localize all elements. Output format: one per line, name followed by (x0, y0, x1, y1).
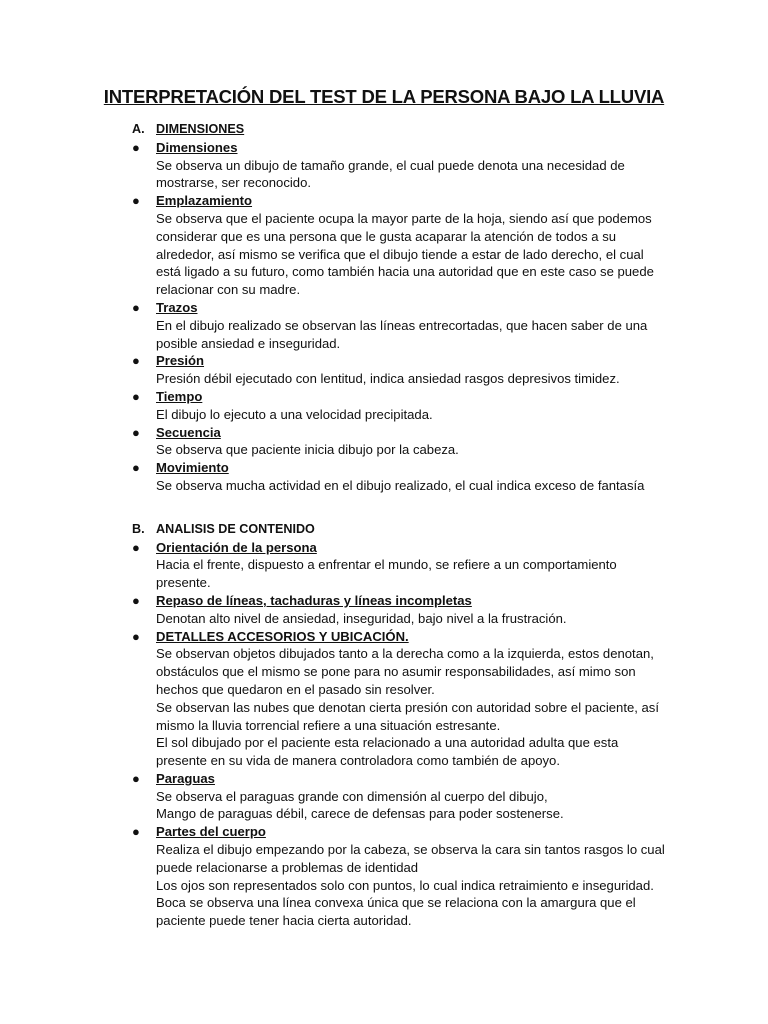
bullet-icon: ● (132, 770, 140, 786)
item-title: Trazos (156, 299, 198, 315)
item-title: Tiempo (156, 388, 203, 404)
item-text-line: mismo la lluvia torrencial refiere a una situación estresante. (156, 717, 501, 733)
list-item (132, 459, 656, 495)
item-text-line: Se observa un dibujo de tamaño grande, el cual puede denota una necesidad de (156, 157, 625, 173)
item-text-line: está ligado a su futuro, como también hacia una autoridad que en este caso se puede (156, 264, 654, 280)
section-b-marker: B. (132, 521, 145, 536)
item-text-line: Se observan las nubes que denotan cierta presión con autoridad sobre el paciente, así (156, 699, 659, 715)
bullet-icon: ● (132, 460, 140, 476)
list-item (132, 628, 659, 770)
bullet-icon: ● (132, 388, 140, 404)
bullet-icon: ● (132, 824, 140, 840)
document-title: INTERPRETACIÓN DEL TEST DE LA PERSONA BAJO LA LLUVIA (103, 86, 665, 107)
list-item (132, 770, 656, 823)
item-text-line: presente en su vida de manera controladora como también de apoyo. (156, 753, 560, 769)
section-b-title: ANALISIS DE CONTENIDO (156, 521, 315, 536)
section-spacer (156, 495, 656, 521)
list-item (132, 388, 656, 424)
list-item (132, 823, 665, 930)
item-text-line: Boca se observa una línea convexa única que se relaciona con la amargura que el (156, 895, 636, 911)
item-text-line: hechos que quedaron en el pasado sin resolver. (156, 681, 435, 697)
section-b-list (132, 539, 665, 931)
item-text-line: considerar que es una persona que le gusta acaparar la atención de todos a su (156, 228, 617, 244)
item-text-line: Presión débil ejecutado con lentitud, indica ansiedad rasgos depresivos timidez. (156, 371, 620, 387)
item-title: Repaso de líneas, tachaduras y líneas incompletas (156, 592, 472, 608)
bullet-icon: ● (132, 424, 140, 440)
item-text-line: Hacia el frente, dispuesto a enfrentar el mundo, se refiere a un comportamiento (156, 557, 617, 573)
item-text-line: Se observa mucha actividad en el dibujo realizado, el cual indica exceso de fantasía (156, 477, 645, 493)
item-text-line: Se observan objetos dibujados tanto a la derecha como a la izquierda, estos denotan, (156, 646, 654, 662)
item-title: Partes del cuerpo (156, 824, 266, 840)
item-text-line: posible ansiedad e inseguridad. (156, 335, 341, 351)
item-title: Paraguas (156, 770, 215, 786)
item-text-line: Se observa que paciente inicia dibujo por la cabeza. (156, 442, 459, 458)
item-title: Secuencia (156, 424, 221, 440)
section-a-heading (132, 121, 656, 139)
list-item (132, 139, 656, 192)
list-item (132, 299, 656, 352)
item-text-line: puede relacionarse a problemas de identidad (156, 859, 419, 875)
item-title: Dimensiones (156, 139, 238, 155)
item-text-line: Se observa que el paciente ocupa la mayor parte de la hoja, siendo así que podemos (156, 210, 652, 226)
bullet-icon: ● (132, 299, 140, 315)
item-text-line: El sol dibujado por el paciente esta relacionado a una autoridad adulta que esta (156, 735, 619, 751)
bullet-icon: ● (132, 628, 140, 644)
list-item (132, 352, 656, 388)
item-title: Orientación de la persona (156, 539, 317, 555)
bullet-icon: ● (132, 592, 140, 608)
bullet-icon: ● (132, 139, 140, 155)
item-text-line: alrededor, así mismo se verifica que el dibujo tiende a estar de lado derecho, el cual (156, 246, 644, 262)
item-text-line: El dibujo lo ejecuto a una velocidad precipitada. (156, 406, 433, 422)
item-text-line: Se observa el paraguas grande con dimensión al cuerpo del dibujo, (156, 788, 548, 804)
item-text-line: Denotan alto nivel de ansiedad, inseguridad, bajo nivel a la frustración. (156, 610, 567, 626)
item-text-line: relacionar con su madre. (156, 282, 301, 298)
list-item (132, 192, 656, 299)
item-title: Presión (156, 353, 205, 369)
item-text-line: Mango de paraguas débil, carece de defensas para poder sostenerse. (156, 806, 564, 822)
bullet-icon: ● (132, 353, 140, 369)
item-text-line: En el dibujo realizado se observan las líneas entrecortadas, que hacen saber de una (156, 317, 648, 333)
section-a-marker: A. (132, 122, 145, 136)
list-item (132, 539, 656, 592)
section-b-heading (132, 521, 656, 539)
list-item (132, 592, 656, 628)
bullet-icon: ● (132, 539, 140, 555)
item-text-line: Realiza el dibujo empezando por la cabeza, se observa la cara sin tantos rasgos lo cual (156, 842, 665, 858)
item-text-line: obstáculos que el mismo se pone para no asumir responsabilidades, así mimo son (156, 664, 636, 680)
bullet-icon: ● (132, 193, 140, 209)
list-item (132, 424, 656, 460)
item-text-line: mostrarse, ser reconocido. (156, 175, 312, 191)
item-title: Emplazamiento (156, 193, 253, 209)
item-title: DETALLES ACCESORIOS Y UBICACIÓN. (156, 628, 409, 644)
document-body (132, 121, 665, 930)
item-text-line: Los ojos son representados solo con puntos, lo cual indica retraimiento e inseguridad. (156, 877, 654, 893)
section-a-list (132, 139, 656, 495)
item-text-line: presente. (156, 575, 211, 591)
section-a-title: DIMENSIONES (156, 122, 245, 136)
item-title: Movimiento (156, 460, 229, 476)
item-text-line: paciente puede tener hacia cierta autoridad. (156, 913, 412, 929)
